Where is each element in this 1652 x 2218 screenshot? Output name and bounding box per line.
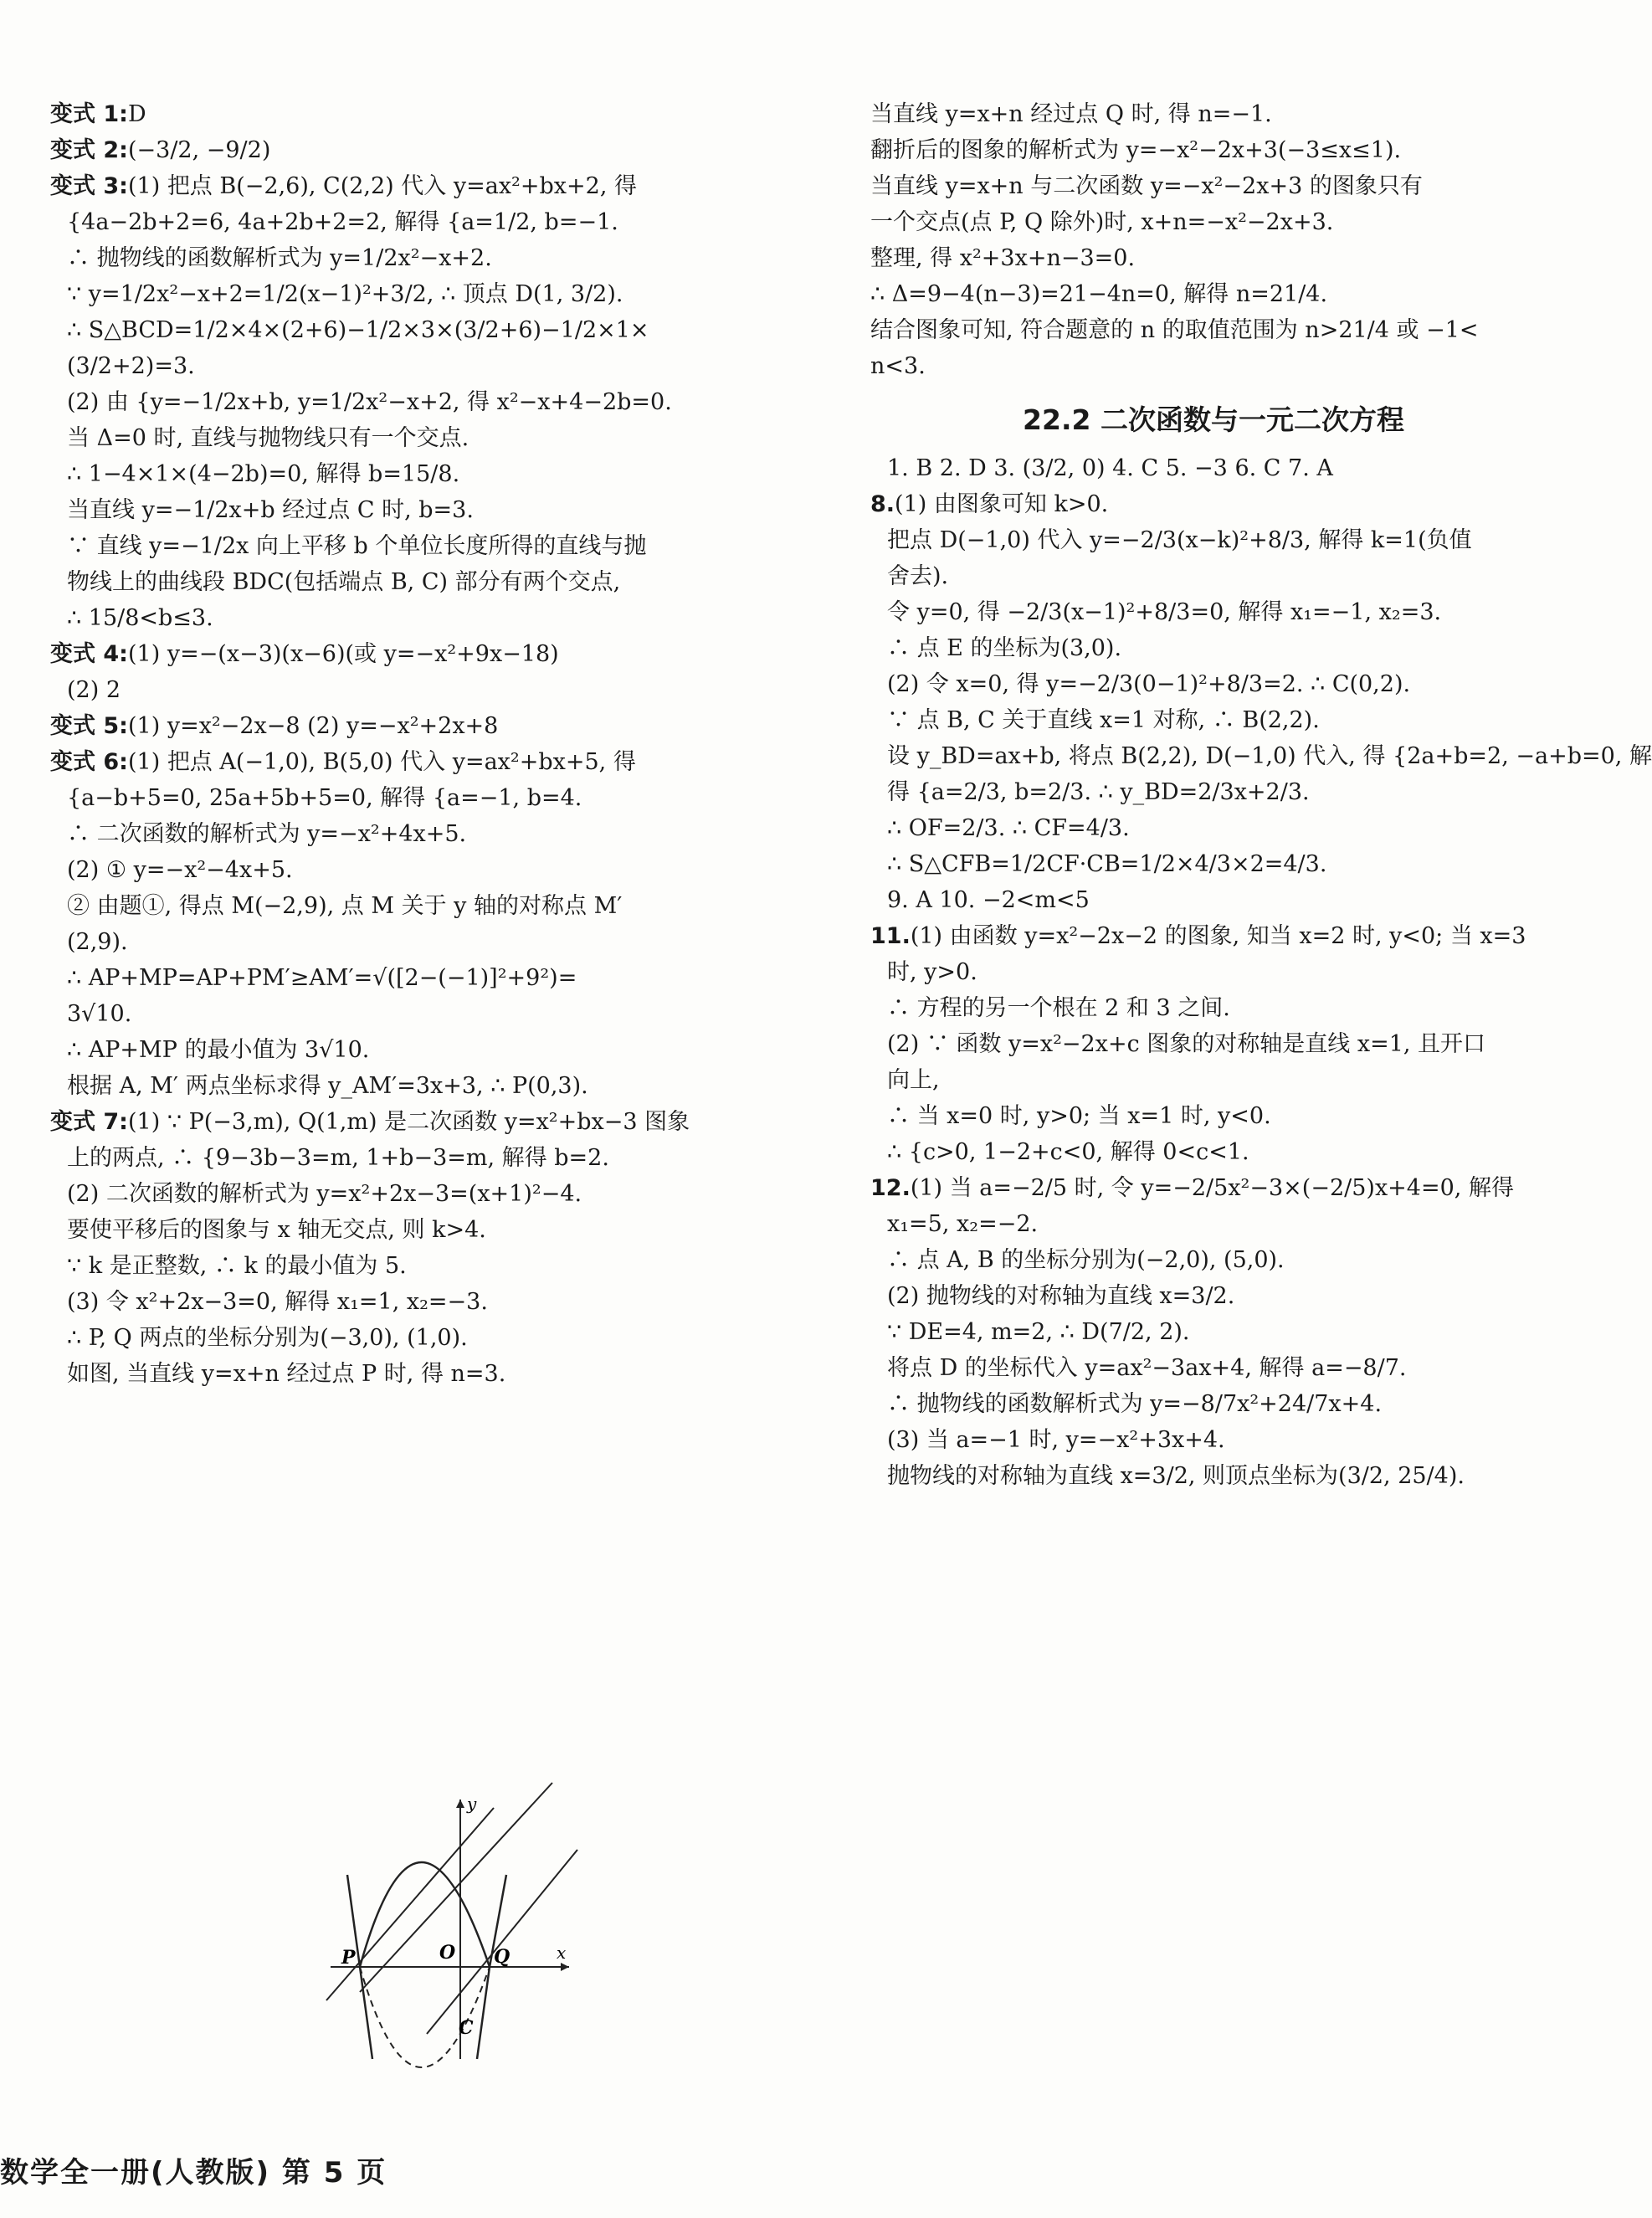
text-line [870, 634, 1557, 663]
text-line [50, 172, 753, 201]
line-text: (2) ∵ 函数 y=x²−2x+c 图象的对称轴是直线 x=1, 且开口 [887, 1031, 1486, 1057]
line-text: 根据 A, M′ 两点坐标求得 y_AM′=3x+3, ∴ P(0,3). [67, 1073, 588, 1099]
text-line [50, 820, 753, 849]
text-line [50, 100, 753, 129]
line-text: ∴ 点 E 的坐标为(3,0). [887, 635, 1122, 661]
text-line [50, 892, 753, 921]
point-q-label: Q [494, 1946, 510, 1968]
line-text: 时, y>0. [887, 959, 977, 985]
x-axis-label: x [557, 1943, 567, 1963]
text-line [50, 1180, 753, 1209]
line-text: 抛物线的对称轴为直线 x=3/2, 则顶点坐标为(3/2, 25/4). [887, 1463, 1465, 1489]
text-line [50, 712, 753, 741]
text-line [50, 928, 753, 957]
y-axis-label: y [467, 1794, 477, 1814]
text-line [870, 1210, 1557, 1239]
text-line [870, 244, 1557, 273]
line-text: (1) y=−(x−3)(x−6)(或 y=−x²+9x−18) [127, 641, 559, 667]
text-line [50, 1288, 753, 1317]
exercise-label: 变式 1: [50, 101, 128, 127]
line-text: (3) 当 a=−1 时, y=−x²+3x+4. [887, 1427, 1225, 1453]
x-axis-arrow [561, 1963, 569, 1971]
line-text: ∴ 1−4×1×(4−2b)=0, 解得 b=15/8. [67, 461, 460, 487]
line-text: ∴ Δ=9−4(n−3)=21−4n=0, 解得 n=21/4. [870, 281, 1328, 307]
line-text: 物线上的曲线段 BDC(包括端点 B, C) 部分有两个交点, [67, 569, 621, 595]
line-text: 结合图象可知, 符合题意的 n 的取值范围为 n>21/4 或 −1< [870, 317, 1479, 343]
line-text: ∴ 点 A, B 的坐标分别为(−2,0), (5,0). [887, 1247, 1285, 1273]
parabola-graph-figure [326, 1791, 577, 2067]
line-text: (2) 2 [67, 677, 121, 703]
text-line [50, 748, 753, 777]
line-text: 将点 D 的坐标代入 y=ax²−3ax+4, 解得 a=−8/7. [887, 1355, 1407, 1381]
text-line [50, 1216, 753, 1245]
line-text: (2) 由 {y=−1/2x+b, y=1/2x²−x+2, 得 x²−x+4−2b=0. [67, 389, 672, 415]
line-text: (1) 把点 A(−1,0), B(5,0) 代入 y=ax²+bx+5, 得 [127, 749, 636, 775]
tangent-line [360, 1783, 552, 1992]
line-text: 设 y_BD=ax+b, 将点 B(2,2), D(−1,0) 代入, 得 {2a+b=2, −a+b=0, 解 [887, 743, 1652, 769]
text-line [50, 640, 753, 669]
exercise-label: 8. [870, 491, 895, 517]
right-column-answers [870, 454, 1652, 1491]
text-line [870, 706, 1557, 735]
line-text: 把点 D(−1,0) 代入 y=−2/3(x−k)²+8/3, 解得 k=1(负值 [887, 527, 1472, 553]
text-line [870, 1102, 1557, 1131]
text-line [870, 598, 1557, 627]
text-line [870, 778, 1557, 807]
text-line [870, 316, 1557, 345]
line-text: 整理, 得 x²+3x+n−3=0. [870, 245, 1136, 271]
line-text: ∴ AP+MP 的最小值为 3√10. [67, 1037, 370, 1063]
line-text: 一个交点(点 P, Q 除外)时, x+n=−x²−2x+3. [870, 209, 1334, 235]
line-text: ∵ y=1/2x²−x+2=1/2(x−1)²+3/2, ∴ 顶点 D(1, 3/2). [67, 281, 623, 307]
line-text: (2,9). [67, 929, 128, 955]
text-line [50, 964, 753, 993]
text-line [870, 886, 1557, 915]
point-p-label: P [341, 1947, 356, 1969]
text-line [870, 1174, 1557, 1203]
line-text: ∴ 15/8<b≤3. [67, 605, 213, 631]
line-text: (2) ① y=−x²−4x+5. [67, 857, 293, 883]
text-line [50, 1144, 753, 1173]
line-text: 9. A 10. −2<m<5 [887, 887, 1090, 913]
line-text: 舍去). [887, 563, 949, 589]
line-text: x₁=5, x₂=−2. [887, 1211, 1039, 1237]
exercise-label: 变式 5: [50, 713, 128, 739]
line-text: ∴ S△BCD=1/2×4×(2+6)−1/2×3×(3/2+6)−1/2×1× [67, 317, 649, 343]
line-text: ∵ 直线 y=−1/2x 向上平移 b 个单位长度所得的直线与抛 [67, 533, 647, 559]
line-text: (3) 令 x²+2x−3=0, 解得 x₁=1, x₂=−3. [67, 1289, 488, 1315]
line-text: ∴ {c>0, 1−2+c<0, 解得 0<c<1. [887, 1139, 1249, 1165]
text-line [50, 460, 753, 489]
text-line [50, 244, 753, 273]
line-text: 要使平移后的图象与 x 轴无交点, 则 k>4. [67, 1217, 486, 1243]
line-text: (1) 由函数 y=x²−2x−2 的图象, 知当 x=2 时, y<0; 当 x=3 [910, 923, 1526, 949]
line-text: ∴ S△CFB=1/2CF·CB=1/2×4/3×2=4/3. [887, 851, 1327, 877]
text-line [50, 136, 753, 165]
exercise-label: 变式 6: [50, 749, 128, 775]
text-line [870, 1390, 1557, 1419]
exercise-label: 11. [870, 923, 911, 949]
line-text: ∴ 方程的另一个根在 2 和 3 之间. [887, 995, 1230, 1021]
line-text: 令 y=0, 得 −2/3(x−1)²+8/3=0, 解得 x₁=−1, x₂=3. [887, 599, 1442, 625]
text-line [870, 958, 1557, 987]
exercise-label: 12. [870, 1175, 911, 1201]
line-text: 当直线 y=x+n 经过点 Q 时, 得 n=−1. [870, 101, 1272, 127]
line-text: ∴ 当 x=0 时, y>0; 当 x=1 时, y<0. [887, 1103, 1271, 1129]
text-line [50, 1252, 753, 1281]
text-line [870, 352, 1557, 381]
line-text: 上的两点, ∴ {9−3b−3=m, 1+b−3=m, 解得 b=2. [67, 1145, 609, 1171]
text-line [870, 208, 1557, 237]
text-line [870, 922, 1557, 951]
line-text: 当直线 y=−1/2x+b 经过点 C 时, b=3. [67, 497, 474, 523]
line-text: (3/2+2)=3. [67, 353, 195, 379]
text-line [50, 1108, 753, 1137]
exercise-label: 变式 2: [50, 137, 128, 163]
text-line [50, 676, 753, 705]
line-text: ∴ 抛物线的函数解析式为 y=1/2x²−x+2. [67, 245, 492, 271]
text-line [50, 280, 753, 309]
line-text: ∴ 抛物线的函数解析式为 y=−8/7x²+24/7x+4. [887, 1391, 1383, 1417]
line-text: 3√10. [67, 1001, 132, 1027]
text-line [870, 742, 1652, 771]
line-text: ∴ P, Q 两点的坐标分别为(−3,0), (1,0). [67, 1325, 468, 1351]
text-line [870, 1462, 1557, 1491]
text-line [870, 994, 1557, 1023]
line-text: {a−b+5=0, 25a+5b+5=0, 解得 {a=−1, b=4. [67, 785, 582, 811]
text-line [870, 136, 1557, 165]
section-title: 22.2 二次函数与一元二次方程 [1023, 403, 1404, 436]
line-text: ∵ k 是正整数, ∴ k 的最小值为 5. [67, 1253, 407, 1279]
line-text: {4a−2b+2=6, 4a+2b+2=2, 解得 {a=1/2, b=−1. [67, 209, 618, 235]
exercise-label: 变式 7: [50, 1109, 128, 1135]
text-line [870, 1246, 1557, 1275]
line-text: ∴ AP+MP=AP+PM′≥AM′=√([2−(−1)]²+9²)= [67, 965, 577, 991]
line-text: (1) 由图象可知 k>0. [895, 491, 1109, 517]
line-text: (1) 当 a=−2/5 时, 令 y=−2/5x²−3×(−2/5)x+4=0, 解得 [910, 1175, 1514, 1201]
line-text: 当 Δ=0 时, 直线与抛物线只有一个交点. [67, 425, 469, 451]
right-column-continuation [870, 100, 1557, 381]
text-line [870, 670, 1557, 699]
origin-label: O [439, 1942, 456, 1964]
text-line [50, 388, 753, 417]
text-line [870, 280, 1557, 309]
parabola-lower-right-arm [477, 1967, 490, 2059]
line-text: ∴ 二次函数的解析式为 y=−x²+4x+5. [67, 821, 467, 847]
text-line [50, 532, 753, 561]
line-text: (2) 抛物线的对称轴为直线 x=3/2. [887, 1283, 1235, 1309]
text-line [870, 526, 1557, 555]
text-line [870, 1138, 1557, 1167]
text-line [870, 1318, 1557, 1347]
line-text: ∵ DE=4, m=2, ∴ D(7/2, 2). [887, 1319, 1190, 1345]
text-line [50, 1000, 753, 1029]
text-line [50, 352, 753, 381]
line-text: 翻折后的图象的解析式为 y=−x²−2x+3(−3≤x≤1). [870, 137, 1402, 163]
line-text: 1. B 2. D 3. (3/2, 0) 4. C 5. −3 6. C 7. A [887, 455, 1333, 481]
text-line [870, 100, 1557, 129]
text-line [870, 1066, 1557, 1095]
text-line [50, 1324, 753, 1353]
left-column [50, 100, 753, 1396]
exercise-label: 变式 4: [50, 641, 128, 667]
text-line [50, 604, 753, 633]
text-line [870, 1354, 1557, 1383]
line-text: (1) 把点 B(−2,6), C(2,2) 代入 y=ax²+bx+2, 得 [127, 173, 637, 199]
text-line [50, 496, 753, 525]
line-text: ∴ OF=2/3. ∴ CF=4/3. [887, 815, 1130, 841]
text-line [50, 316, 753, 345]
text-line [870, 490, 1557, 519]
line-text: 向上, [887, 1067, 940, 1093]
text-line [870, 1030, 1557, 1059]
text-line [50, 208, 753, 237]
page-footer: 数学全一册(人教版) 第 5 页 [0, 2156, 387, 2190]
right-column [870, 100, 1652, 1498]
text-line [50, 1072, 753, 1101]
text-line [50, 1036, 753, 1065]
text-line [870, 1282, 1557, 1311]
point-c-label: C [459, 2017, 474, 2039]
line-text: n<3. [870, 353, 926, 379]
text-line [870, 1426, 1557, 1455]
line-text: (1) y=x²−2x−8 (2) y=−x²+2x+8 [127, 713, 499, 739]
text-line [870, 454, 1557, 483]
line-text: ② 由题①, 得点 M(−2,9), 点 M 关于 y 轴的对称点 M′ [67, 893, 623, 919]
y-axis-arrow [456, 1800, 464, 1808]
text-line [870, 562, 1557, 591]
line-text: 当直线 y=x+n 与二次函数 y=−x²−2x+3 的图象只有 [870, 173, 1423, 199]
text-line [50, 784, 753, 813]
line-text: 得 {a=2/3, b=2/3. ∴ y_BD=2/3x+2/3. [887, 779, 1310, 805]
line-text: 如图, 当直线 y=x+n 经过点 P 时, 得 n=3. [67, 1361, 506, 1387]
exercise-label: 变式 3: [50, 173, 128, 199]
text-line [50, 568, 753, 597]
line-text: (1) ∵ P(−3,m), Q(1,m) 是二次函数 y=x²+bx−3 图象 [127, 1109, 690, 1135]
folded-parabola-solid [360, 1862, 490, 1967]
text-line [870, 850, 1557, 879]
line-text: (2) 令 x=0, 得 y=−2/3(0−1)²+8/3=2. ∴ C(0,2). [887, 671, 1411, 697]
text-line [870, 172, 1557, 201]
line-text: (−3/2, −9/2) [127, 137, 271, 163]
text-line [50, 856, 753, 885]
line-text: (2) 二次函数的解析式为 y=x²+2x−3=(x+1)²−4. [67, 1181, 582, 1207]
line-text: D [127, 101, 146, 127]
text-line [870, 814, 1557, 843]
text-line [50, 424, 753, 453]
text-line [50, 1360, 753, 1389]
line-text: ∵ 点 B, C 关于直线 x=1 对称, ∴ B(2,2). [887, 707, 1320, 733]
